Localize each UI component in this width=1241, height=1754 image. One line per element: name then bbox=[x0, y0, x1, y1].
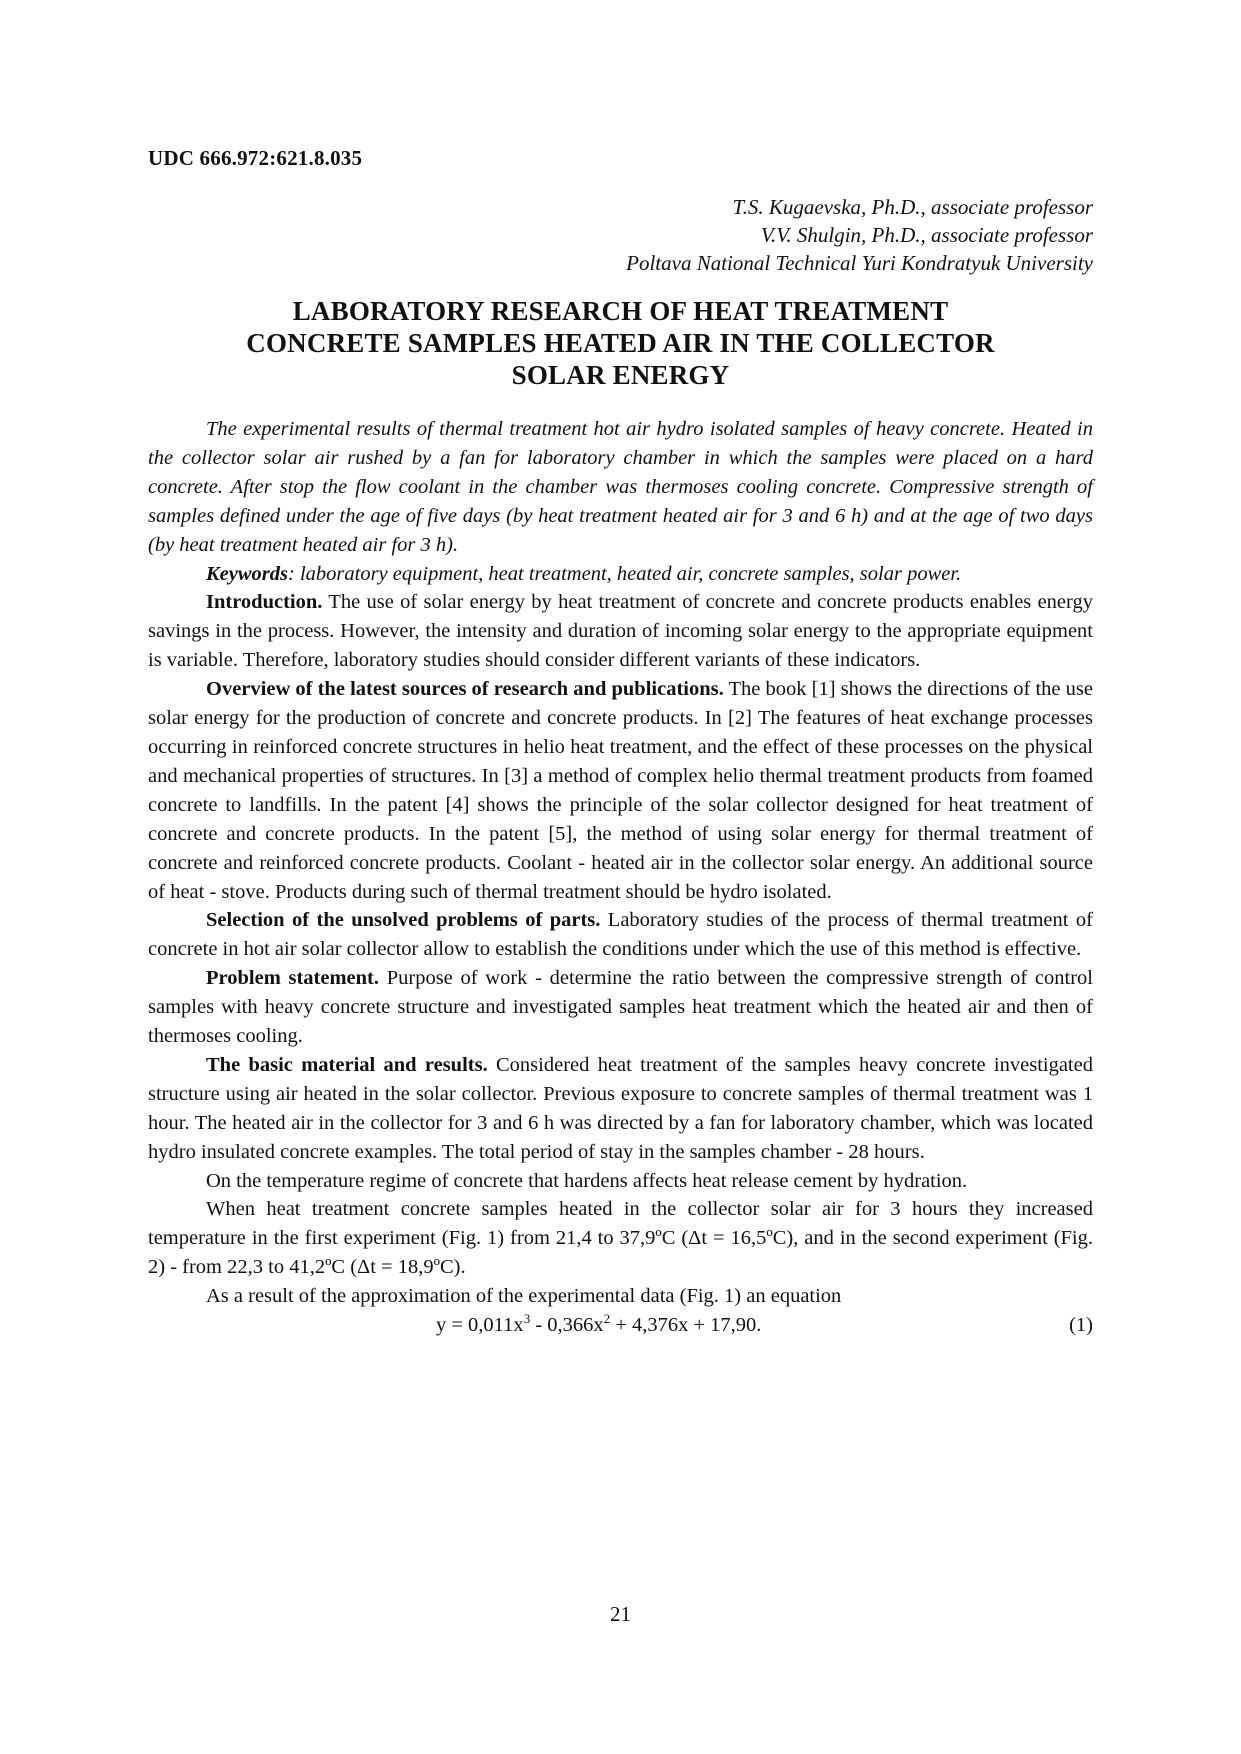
section-problem bbox=[148, 964, 1093, 1051]
title-line: LABORATORY RESEARCH OF HEAT TREATMENT bbox=[292, 296, 949, 326]
author-line: V.V. Shulgin, Ph.D., associate professor bbox=[760, 223, 1093, 247]
section-text: Purpose of work - determine the ratio between the compressive strength of control samples with heavy concrete structure and investigated samples heat treatment which the heated air and then of thermoses cooling. bbox=[148, 967, 1093, 1048]
keywords bbox=[148, 560, 1093, 589]
abstract: The experimental results of thermal treatment hot air hydro isolated samples of heavy concrete. Heated in the collector solar air rushed by a fan for laboratory chamber in which the samples were placed on a hard concrete. After stop the flow coolant in the chamber was thermoses cooling concrete. Compressive strength of samples defined under the age of five days (by heat treatment heated air for 3 and 6 h) and at the age of two days (by heat treatment heated air for 3 h). bbox=[148, 418, 1093, 556]
paper-title bbox=[148, 295, 1093, 391]
title-line: SOLAR ENERGY bbox=[511, 360, 730, 390]
equation-number: (1) bbox=[1069, 1314, 1093, 1337]
paragraph-temperature: On the temperature regime of concrete that hardens affects heat release cement by hydration. bbox=[206, 1169, 968, 1192]
author-line: T.S. Kugaevska, Ph.D., associate professor bbox=[732, 195, 1093, 219]
section-heading: Introduction. bbox=[206, 591, 323, 614]
section-overview bbox=[148, 675, 1093, 906]
eq-exponent: 2 bbox=[603, 1311, 611, 1327]
equation bbox=[436, 1311, 761, 1340]
section-heading: Problem statement. bbox=[206, 967, 379, 990]
author-block bbox=[626, 193, 1093, 277]
eq-exponent: 3 bbox=[523, 1311, 531, 1327]
keywords-label: Keywords bbox=[206, 562, 288, 585]
page-number: 21 bbox=[610, 1602, 631, 1626]
section-introduction bbox=[148, 588, 1093, 675]
section-basic bbox=[148, 1051, 1093, 1167]
section-heading: Selection of the unsolved problems of parts. bbox=[206, 909, 601, 932]
section-text: Laboratory studies of the process of thermal treatment of concrete in hot air solar collector allow to establish the conditions under which the use of this method is effective. bbox=[148, 909, 1093, 961]
paragraph-heat: When heat treatment concrete samples heated in the collector solar air for 3 hours they increased temperature in the first experiment (Fig. 1) from 21,4 to 37,9ºC (Δt = 16,5ºC), and in the second experiment (Fig. 2) - from 22,3 to 41,2ºC (Δt = 18,9ºC). bbox=[148, 1198, 1093, 1279]
section-heading: The basic material and results. bbox=[206, 1053, 488, 1076]
section-text: The use of solar energy by heat treatment of concrete and concrete products enables energy savings in the process. However, the intensity and duration of incoming solar energy to the appropriate equipment is variable. Therefore, laboratory studies should consider different variants of these indicators. bbox=[148, 591, 1093, 672]
section-heading: Overview of the latest sources of research and publications. bbox=[206, 678, 724, 701]
keywords-text: : laboratory equipment, heat treatment, heated air, concrete samples, solar power. bbox=[288, 562, 962, 585]
eq-part: + 4,376x + 17,90. bbox=[610, 1314, 762, 1337]
section-text: Considered heat treatment of the samples heavy concrete investigated structure using air heated in the solar collector. Previous exposure to concrete samples of thermal treatment was 1 hour. The heated air in the collector for 3 and 6 h was directed by a fan for laboratory chamber, which was located hydro insulated concrete examples. The total period of stay in the samples chamber - 28 hours. bbox=[148, 1053, 1093, 1163]
paper-page bbox=[148, 0, 1093, 1754]
equation-row bbox=[148, 1311, 1093, 1340]
affiliation: Poltava National Technical Yuri Kondratyuk University bbox=[626, 251, 1093, 275]
paragraph-approx: As a result of the approximation of the experimental data (Fig. 1) an equation bbox=[206, 1285, 842, 1308]
paper-body bbox=[148, 415, 1093, 1340]
udc-code: UDC 666.972:621.8.035 bbox=[148, 146, 363, 170]
eq-part: y = 0,011x bbox=[436, 1314, 524, 1337]
title-line: CONCRETE SAMPLES HEATED AIR IN THE COLLECTOR bbox=[246, 328, 995, 358]
eq-part: - 0,366x bbox=[530, 1314, 604, 1337]
section-text: The book [1] shows the directions of the use solar energy for the production of concrete and concrete products. In [2] The features of heat exchange processes occurring in reinforced concrete structures in helio heat treatment, and the effect of these processes on the physical and mechanical properties of structures. In [3] a method of complex helio thermal treatment products from foamed concrete to landfills. In the patent [4] shows the principle of the solar collector designed for heat treatment of concrete and concrete products. In the patent [5], the method of using solar energy for thermal treatment of concrete and reinforced concrete products. Coolant - heated air in the collector solar energy. An additional source of heat - stove. Products during such of thermal treatment should be hydro isolated. bbox=[148, 678, 1093, 903]
section-selection bbox=[148, 906, 1093, 964]
